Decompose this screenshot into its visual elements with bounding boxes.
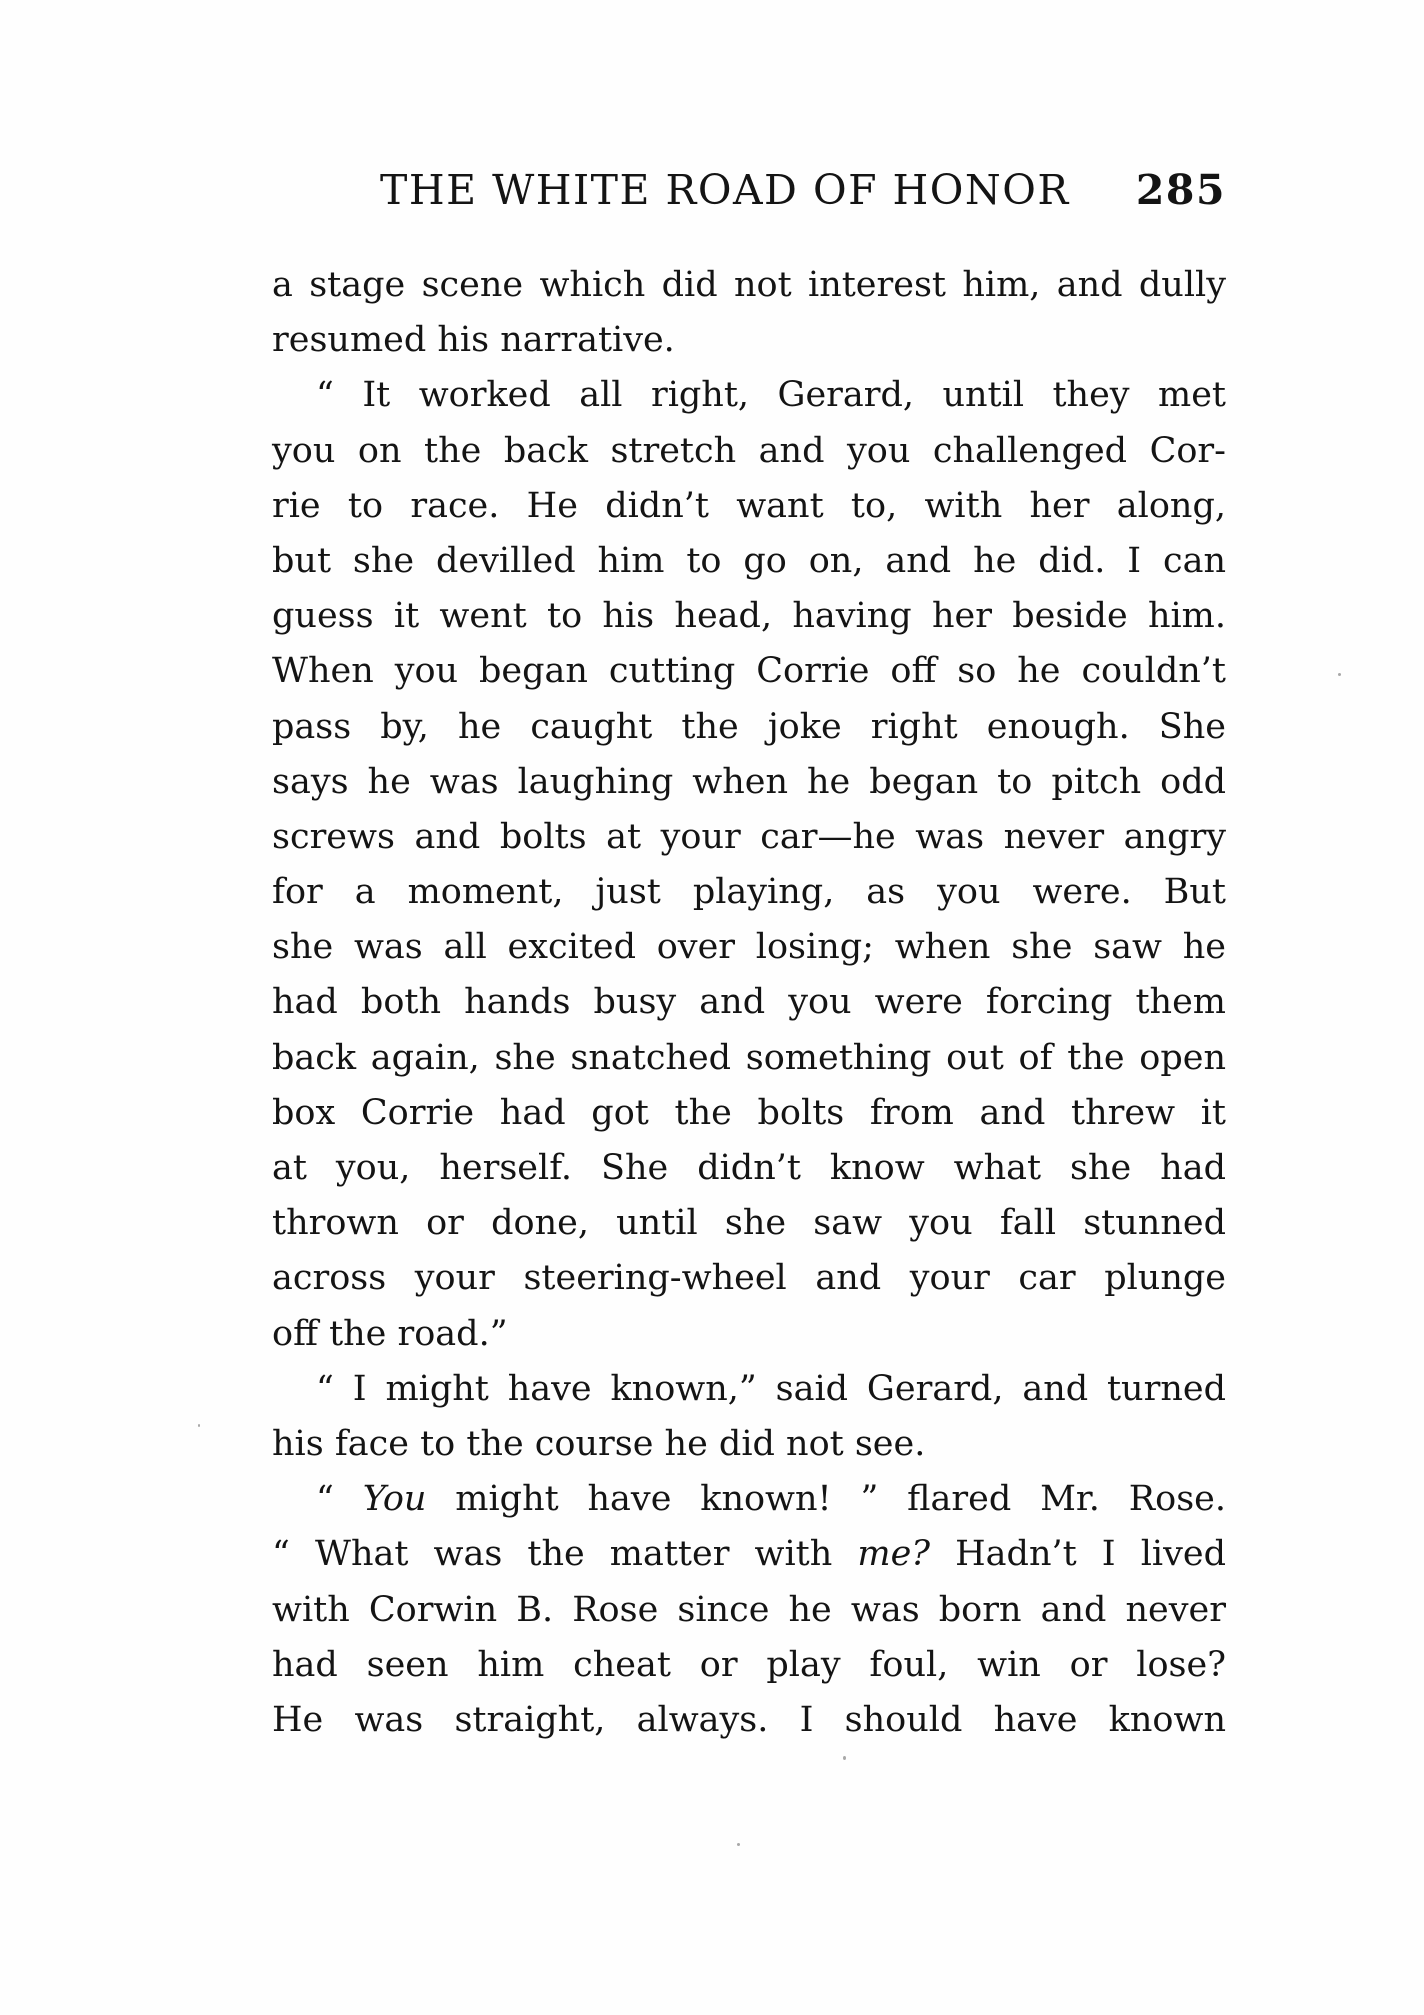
text-line [272, 1527, 1226, 1582]
text-segment: “ What was the matter with [272, 1534, 833, 1575]
text-line: you on the back stretch and you challenged Cor- [272, 430, 1226, 471]
text-line: resumed his narrative. [272, 320, 675, 361]
text-line: she was all excited over losing; when she saw he [272, 927, 1226, 968]
page-number: 285 [1135, 166, 1226, 214]
text-line: a stage scene which did not interest him, and dully [272, 265, 1226, 305]
body-text [272, 258, 1226, 1748]
paper-speck [198, 1424, 200, 1427]
text-segment: might have known! ” flared Mr. Rose. [455, 1479, 1226, 1520]
italic-word: me? [857, 1534, 931, 1575]
paper-speck [1338, 673, 1341, 676]
italic-word: You [362, 1479, 427, 1520]
text-line: thrown or done, until she saw you fall stunned [272, 1203, 1226, 1244]
text-line: had both hands busy and you were forcing them [272, 982, 1226, 1023]
text-line: pass by, he caught the joke right enough. She [272, 706, 1226, 747]
text-line: rie to race. He didn’t want to, with her along, [272, 485, 1226, 526]
text-line: screws and bolts at your car—he was never angry [272, 816, 1226, 857]
text-line: “ I might have known,” said Gerard, and turned [316, 1368, 1226, 1409]
running-title: THE WHITE ROAD OF HONOR [380, 166, 1070, 214]
text-line: had seen him cheat or play foul, win or lose? [272, 1644, 1226, 1685]
text-line: says he was laughing when he began to pitch odd [272, 761, 1226, 802]
text-line: He was straight, always. I should have known [272, 1699, 1226, 1740]
text-line: guess it went to his head, having her beside him. [272, 596, 1226, 637]
text-line: back again, she snatched something out of the open [272, 1037, 1226, 1078]
text-line: When you began cutting Corrie off so he couldn’t [272, 651, 1226, 692]
text-line: but she devilled him to go on, and he did. I can [272, 540, 1226, 581]
text-line: with Corwin B. Rose since he was born and never [272, 1589, 1226, 1630]
running-head [380, 160, 1226, 220]
text-line: off the road.” [272, 1313, 508, 1354]
text-line: his face to the course he did not see. [272, 1423, 926, 1464]
paper-speck [737, 1843, 740, 1846]
text-line: across your steering-wheel and your car plunge [272, 1258, 1226, 1299]
text-line: at you, herself. She didn’t know what she had [272, 1148, 1226, 1188]
text-segment: Hadn’t I lived [955, 1534, 1226, 1575]
text-line: for a moment, just playing, as you were. But [272, 872, 1226, 913]
text-line: box Corrie had got the bolts from and threw it [272, 1092, 1226, 1133]
paper-speck [843, 1756, 846, 1760]
open-quote: “ [316, 1479, 334, 1520]
text-line [272, 1472, 1226, 1527]
text-line: “ It worked all right, Gerard, until they met [316, 375, 1226, 416]
